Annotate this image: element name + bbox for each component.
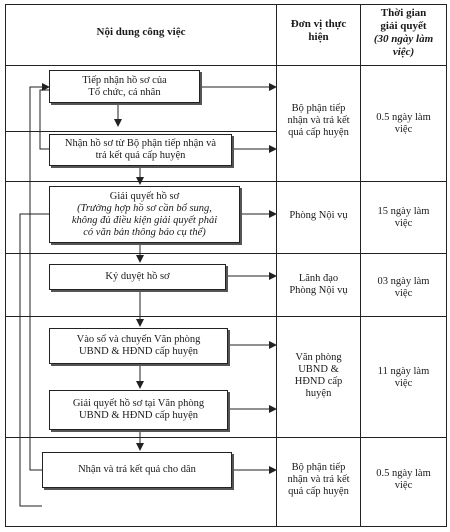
- step-receive-line2: Tổ chức, cá nhân: [88, 86, 161, 98]
- time-row-5-line2: việc: [394, 480, 413, 491]
- unit-row-4-line3: HĐND cấp: [294, 376, 343, 387]
- step-process-line1: Giải quyết hồ sơ: [109, 190, 180, 202]
- header-unit-line1: Đơn vị thực: [290, 18, 347, 30]
- unit-row-3-line2: Phòng Nội vụ: [289, 285, 348, 296]
- time-row-3-line1: 03 ngày làm: [377, 276, 430, 287]
- time-row-4-line2: việc: [394, 378, 413, 389]
- step-office-process-line2: UBND & HĐND cấp huyện: [79, 410, 198, 421]
- step-approve: [49, 264, 226, 290]
- step-register: [49, 328, 228, 364]
- time-row-1: [361, 112, 446, 136]
- step-return: [42, 452, 232, 488]
- header-unit-line2: hiện: [308, 31, 329, 43]
- header-time-line2: giải quyết: [380, 20, 427, 32]
- unit-row-1-line1: Bộ phận tiếp: [291, 103, 346, 114]
- header-time-line4: việc): [392, 46, 415, 58]
- unit-row-5-line1: Bộ phận tiếp: [291, 462, 346, 473]
- time-row-5: [361, 468, 446, 492]
- step-transfer-line1: Nhận hồ sơ từ Bộ phận tiếp nhận và: [64, 138, 217, 149]
- unit-row-2-line1: Phòng Nội vụ: [289, 210, 348, 221]
- step-receive-line1: Tiếp nhận hồ sơ của: [82, 74, 167, 86]
- header-unit: [277, 18, 360, 44]
- time-row-4: [361, 366, 446, 390]
- step-office-process: [49, 390, 228, 430]
- step-process-note3: có văn bản thông báo cụ thể): [83, 226, 206, 238]
- time-row-1-line1: 0.5 ngày làm: [376, 112, 431, 123]
- unit-row-3: [277, 273, 360, 297]
- unit-row-4-line2: UBND &: [298, 364, 339, 375]
- step-transfer-line2: trả kết quả cấp huyện: [95, 150, 186, 161]
- step-process-note1: (Trường hợp hồ sơ cần bổ sung,: [77, 202, 212, 214]
- unit-row-5-line3: quả cấp huyện: [288, 486, 349, 497]
- time-row-4-line1: 11 ngày làm: [377, 366, 430, 377]
- unit-row-4: [277, 352, 360, 400]
- step-receive: [49, 70, 200, 103]
- unit-row-3-line1: Lãnh đạo: [298, 273, 339, 284]
- time-row-2: [361, 206, 446, 230]
- step-process: [49, 186, 240, 243]
- step-return-line1: Nhận và trả kết quả cho dân: [78, 464, 196, 475]
- unit-row-4-line1: Văn phòng: [295, 352, 342, 363]
- header-time-line3: (30 ngày làm: [373, 33, 434, 45]
- unit-row-1-line3: quả cấp huyện: [288, 127, 349, 138]
- step-register-line1: Vào sổ và chuyển Văn phòng: [76, 334, 201, 345]
- unit-row-2: [277, 210, 360, 222]
- step-approve-line1: Ký duyệt hồ sơ: [105, 271, 170, 282]
- time-row-3-line2: việc: [394, 288, 413, 299]
- unit-row-1-line2: nhận và trả kết: [287, 115, 350, 126]
- unit-row-5-line2: nhận và trả kết: [287, 474, 350, 485]
- unit-row-1: [277, 103, 360, 139]
- header-content: Nội dung công việc: [96, 26, 186, 38]
- header-time-line1: Thời gian: [380, 7, 427, 19]
- time-row-3: [361, 276, 446, 300]
- step-office-process-line1: Giải quyết hồ sơ tại Văn phòng: [72, 398, 205, 409]
- time-row-5-line1: 0.5 ngày làm: [376, 468, 431, 479]
- unit-row-4-line4: huyện: [305, 388, 332, 399]
- time-row-2-line1: 15 ngày làm: [377, 206, 430, 217]
- time-row-1-line2: việc: [394, 124, 413, 135]
- time-row-2-line2: việc: [394, 218, 413, 229]
- step-transfer: [49, 134, 232, 166]
- step-register-line2: UBND & HĐND cấp huyện: [79, 346, 198, 357]
- step-process-note2: không đủ điều kiện giải quyết phải: [71, 214, 218, 226]
- unit-row-5: [277, 462, 360, 498]
- header-time: [361, 7, 446, 59]
